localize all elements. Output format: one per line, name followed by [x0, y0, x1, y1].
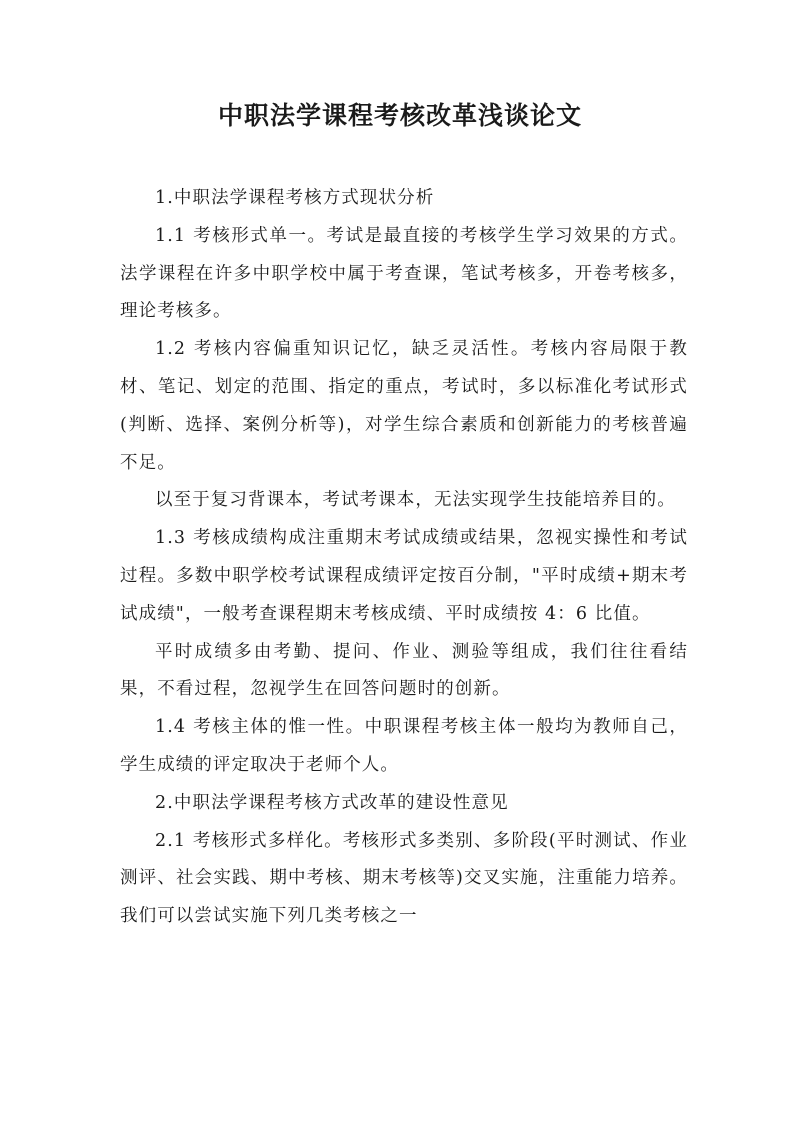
paragraph-2-1: 2.1 考核形式多样化。考核形式多类别、多阶段(平时测试、作业测评、社会实践、期中考核、期末考核等)交叉实施，注重能力培养。我们可以尝试实施下列几类考核之一 — [120, 830, 688, 927]
paragraph-1-2: 1.2 考核内容偏重知识记忆，缺乏灵活性。考核内容局限于教材、笔记、划定的范围、指定的重点，考试时，多以标准化考试形式(判断、选择、案例分析等)，对学生综合素质和创新能力的考核普遍不足。 — [120, 339, 688, 473]
paragraph-usual-grades: 平时成绩多由考勤、提问、作业、测验等组成，我们往往看结果，不看过程，忽视学生在回答问题时的创新。 — [120, 641, 688, 700]
section-heading-1: 1.中职法学课程考核方式现状分析 — [155, 188, 435, 208]
paragraph-1-3: 1.3 考核成绩构成注重期末考试成绩或结果，忽视实操性和考试过程。多数中职学校考试课程成绩评定按百分制，"平时成绩+期末考试成绩"，一般考查课程期末考核成绩、平时成绩按 4：6 比值。 — [120, 528, 688, 624]
paragraph-1-4: 1.4 考核主体的惟一性。中职课程考核主体一般均为教师自己，学生成绩的评定取决于老师个人。 — [120, 717, 688, 775]
paragraph-1-1: 1.1 考核形式单一。考试是最直接的考核学生学习效果的方式。法学课程在许多中职学校中属于考查课，笔试考核多，开卷考核多，理论考核多。 — [120, 225, 688, 322]
document-body — [120, 180, 688, 936]
paragraph-review: 以至于复习背课本，考试考课本，无法实现学生技能培养目的。 — [155, 490, 676, 511]
document-title: 中职法学课程考核改革浅谈论文 — [217, 101, 582, 130]
section-heading-2: 2.中职法学课程考核方式改革的建设性意见 — [155, 792, 509, 813]
